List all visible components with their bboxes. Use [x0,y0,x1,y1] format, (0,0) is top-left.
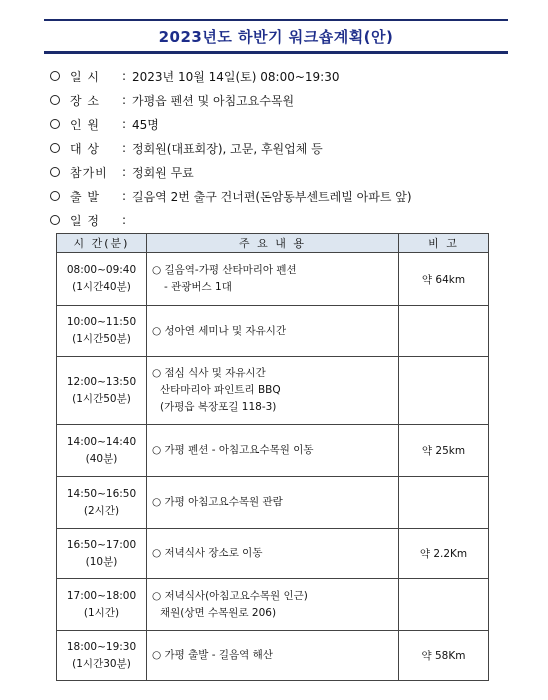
document-title: 2023년도 하반기 워크숍계획(안) [158,27,394,46]
content-cell [147,253,399,306]
info-label: 일 정 [70,213,100,228]
content-line: 채원(상면 수목원로 206) [160,606,277,619]
note-cell: 약 58Km [399,631,489,681]
duration: (1시간50분) [72,333,131,345]
title-box [44,19,508,54]
content-line: ○ 가평 출발 - 길음역 해산 [152,649,273,661]
content-cell [147,306,399,357]
time-range: 08:00~09:40 [66,264,137,276]
content-line: ○ 성아연 세미나 및 자유시간 [152,324,287,337]
content-cell [147,425,399,477]
info-label: 대 상 [70,141,100,156]
time-range: 18:00~19:30 [66,640,137,653]
duration: (1시간40분) [72,281,131,293]
time-range: 12:00~13:50 [66,375,137,388]
time-cell [57,306,147,357]
info-list [50,64,520,232]
time-cell [57,579,147,631]
circle-bullet-icon [50,191,60,201]
time-range: 14:00~14:40 [66,435,137,448]
time-range: 17:00~18:00 [66,589,137,602]
info-colon: : [122,117,127,131]
info-row-schedule [50,208,520,232]
circle-bullet-icon [50,143,60,153]
time-cell [57,253,147,306]
info-row-date [50,64,520,88]
time-range: 16:50~17:00 [66,538,137,551]
circle-bullet-icon [50,215,60,225]
time-range: 14:50~16:50 [66,487,137,500]
info-label: 인 원 [70,117,100,132]
time-cell [57,529,147,579]
info-row-fee [50,160,520,184]
note-cell: 약 2.2Km [399,529,489,579]
note-cell [399,579,489,631]
duration: (2시간) [83,504,120,517]
content-cell [147,631,399,681]
note-cell: 약 25km [399,425,489,477]
content-line: ○ 저녁식사(아침고요수목원 인근) [152,589,308,602]
info-label: 참가비 [70,165,108,180]
info-value: 45명 [132,117,159,132]
table-row [57,425,489,477]
column-header-note: 비 고 [399,234,489,253]
circle-bullet-icon [50,167,60,177]
content-cell [147,357,399,425]
duration: (1시간30분) [72,657,131,670]
time-range: 10:00~11:50 [66,316,137,328]
info-label: 일 시 [70,69,100,84]
info-colon: : [122,141,127,155]
note-cell [399,306,489,357]
content-line: ○ 길음역-가평 산타마리아 펜션 [152,264,297,276]
column-header-content: 주 요 내 용 [147,234,399,253]
time-cell [57,357,147,425]
column-header-time: 시 간(분) [57,234,147,253]
content-line: (가평읍 복장포길 118-3) [160,401,277,413]
content-cell [147,477,399,529]
info-value: 길음역 2번 출구 건너편(돈암동부센트레빌 아파트 앞) [132,189,412,204]
table-row [57,253,489,306]
info-row-headcount [50,112,520,136]
content-line: - 관광버스 1대 [164,281,232,293]
content-line: 산타마리아 파인트리 BBQ [160,384,281,396]
table-row [57,477,489,529]
note-cell [399,357,489,425]
info-row-place [50,88,520,112]
info-colon: : [122,93,127,107]
content-line: ○ 가평 아침고요수목원 관람 [152,496,283,508]
info-value: 가평읍 펜션 및 아침고요수목원 [132,93,295,108]
content-line: ○ 점심 식사 및 자유시간 [152,367,266,379]
info-row-departure [50,184,520,208]
info-value: 정회원(대표회장), 고문, 후원업체 등 [132,141,323,156]
time-cell [57,631,147,681]
circle-bullet-icon [50,119,60,129]
duration: (1시간50분) [72,392,131,405]
duration: (10분) [85,555,118,568]
info-colon: : [122,213,127,227]
content-cell [147,579,399,631]
content-line: ○ 저녁식사 장소로 이동 [152,547,263,559]
info-value: 2023년 10월 14일(토) 08:00~19:30 [132,69,340,84]
table-row [57,579,489,631]
table-row [57,529,489,579]
content-line: ○ 가평 펜션 - 아침고요수목원 이동 [152,444,314,456]
duration: (1시간) [83,606,120,619]
note-cell [399,477,489,529]
info-value: 정회원 무료 [132,165,194,180]
table-header-row [57,234,489,253]
info-colon: : [122,69,127,83]
time-cell [57,477,147,529]
circle-bullet-icon [50,95,60,105]
info-row-target [50,136,520,160]
time-cell [57,425,147,477]
table-row [57,631,489,681]
schedule-table [56,233,489,681]
table-row [57,306,489,357]
content-cell [147,529,399,579]
circle-bullet-icon [50,71,60,81]
info-colon: : [122,189,127,203]
info-label: 출 발 [70,189,100,204]
info-label: 장 소 [70,93,100,108]
info-colon: : [122,165,127,179]
duration: (40분) [85,452,118,465]
table-row [57,357,489,425]
note-cell: 약 64km [399,253,489,306]
